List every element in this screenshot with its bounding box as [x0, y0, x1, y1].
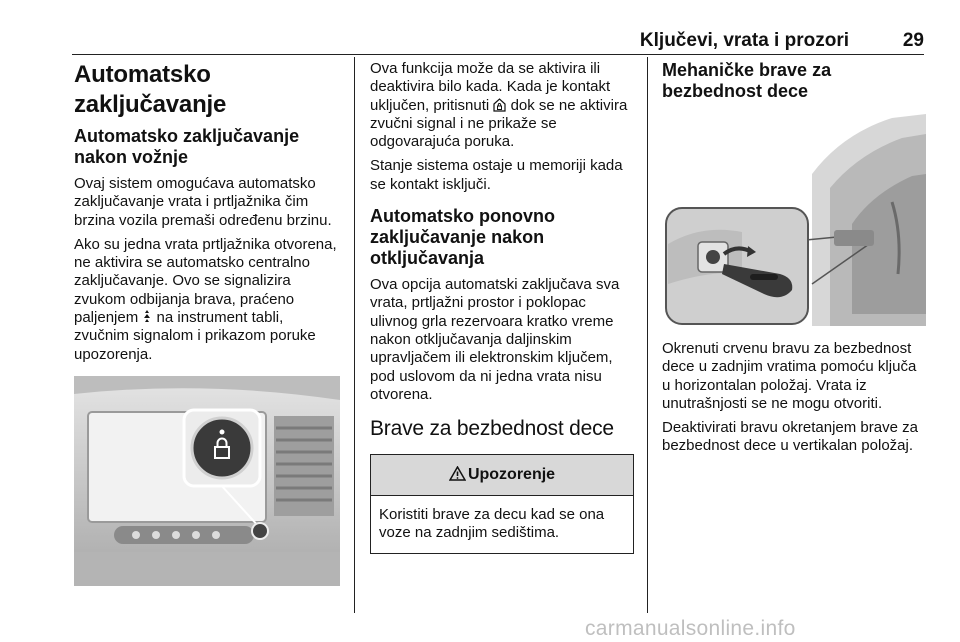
paragraph: Deaktivirati bravu okretanjem brave za bezbednost dece u vertikalan položaj. — [662, 419, 918, 455]
subsection-heading: Automatsko zaključavanje nakon vožnje — [74, 126, 300, 167]
warning-label: Upozorenje — [467, 466, 556, 484]
child-lock-illustration — [662, 114, 926, 326]
paragraph: Stanje sistema ostaje u memoriji kada se kontakt isključi. — [370, 157, 623, 193]
page-number: 29 — [902, 30, 924, 51]
warning-box — [370, 454, 634, 554]
warning-text: Koristiti brave za decu kad se ona voze na zadnjim sedištima. — [379, 506, 605, 542]
paragraph: Ova funkcija može da se aktivira ili deaktivira bilo kada. Kada je kontakt uključen, pritisnuti dok se ne aktivira zvučni signal i ne prikaže se odgovarajuća poruka. — [370, 60, 628, 151]
lock-indicator-icon — [142, 309, 152, 326]
warning-header — [371, 455, 633, 496]
paragraph: Ako su jedna vrata prtljažnika otvorena, ne aktivira se automatsko centralno zaključavanje. Ovo se signalizira zvukom odbijanja brava, praćeno paljenjem na instrument tabli, zvučnim signalom i prikazom poruke upozorenja. — [74, 235, 337, 363]
paragraph: Okrenuti crvenu bravu za bezbednost dece u zadnjim vratima pomoću ključa u horizontalan položaj. Vrata iz unutrašnjosti se ne mogu otvoriti. — [662, 340, 917, 412]
dashboard-lock-button-illustration — [74, 376, 340, 586]
warning-body — [371, 496, 633, 553]
running-title: Ključevi, vrata i prozori — [639, 30, 849, 51]
column-3 — [662, 60, 926, 462]
watermark: carmanualsonline.info — [585, 617, 796, 640]
page-header — [72, 30, 924, 64]
column-2 — [370, 60, 634, 554]
column-divider-1 — [354, 57, 355, 613]
paragraph: Ovaj sistem omogućava automatsko zaključavanje vrata i prtljažnika čim brzina vozila premaši određenu brzinu. — [74, 175, 332, 229]
central-lock-icon — [493, 97, 506, 114]
header-rule — [72, 54, 924, 55]
subsection-heading: Automatsko ponovno zaključavanje nakon otključavanja — [370, 206, 555, 269]
column-divider-2 — [647, 57, 648, 613]
section-heading: Brave za bezbednost dece — [370, 417, 614, 441]
paragraph: Ova opcija automatski zaključava sva vrata, prtljažni prostor i poklopac ulivnog grla rezervoara kratko vreme nakon otključavanja daljinskim upravljačem ili elektronskim ključem, pod uslovom da ni jedna vrata nisu otvorena. — [370, 276, 620, 403]
column-1 — [74, 60, 340, 586]
subsection-heading: Mehaničke brave za bezbednost dece — [662, 60, 832, 101]
section-heading: Automatsko zaključavanje — [74, 61, 227, 118]
warning-triangle-icon — [449, 466, 468, 484]
